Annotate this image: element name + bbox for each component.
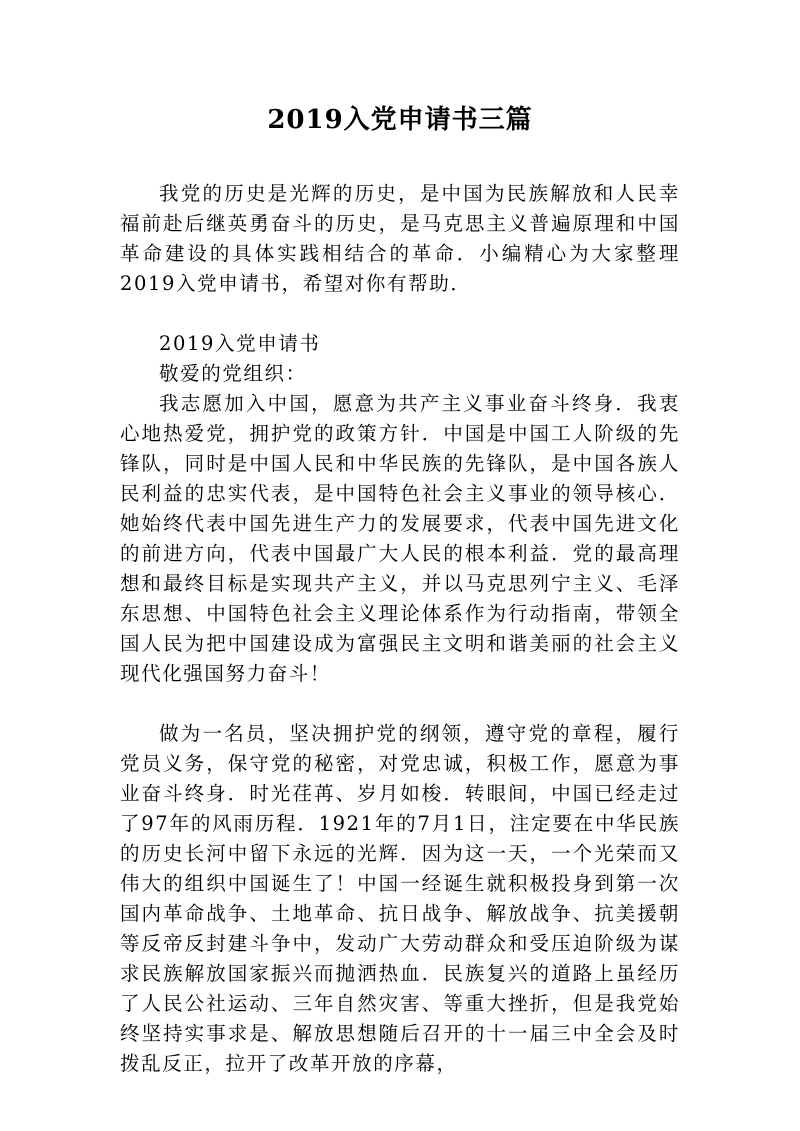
document-title: 2019入党申请书三篇 xyxy=(267,105,533,135)
intro-paragraph: 我党的历史是光辉的历史，是中国为民族解放和人民幸福前赴后继英勇奋斗的历史，是马克思主义普遍原理和中国革命建设的具体实践相结合的革命．小编精心为大家整理2019入党申请书，希望对你有帮助． xyxy=(120,182,680,296)
salutation: 敬爱的党组织： xyxy=(159,362,307,386)
body-paragraph: 我志愿加入中国，愿意为共产主义事业奋斗终身．我衷心地热爱党，拥护党的政策方针．中国是中国工人阶级的先锋队，同时是中国人民和中华民族的先锋队，是中国各族人民利益的忠实代表，是中国特色社会主义事业的领导核心．她始终代表中国先进生产力的发展要求，代表中国先进文化的前进方向，代表中国最广大人民的根本利益．党的最高理想和最终目标是实现共产主义，并以马克思列宁主义、毛泽东思想、中国特色社会主义理论体系作为行动指南，带领全国人民为把中国建设成为富强民主文明和谐美丽的社会主义现代化强国努力奋斗！ xyxy=(120,392,680,686)
section-title: 2019入党申请书 xyxy=(159,332,321,356)
document-page xyxy=(120,105,680,1079)
body-paragraph: 做为一名员，坚决拥护党的纲领，遵守党的章程，履行党员义务，保守党的秘密，对党忠诚，积极工作，愿意为事业奋斗终身．时光荏苒、岁月如梭．转眼间，中国已经走过了97年的风雨历程．1921年的7月1日，注定要在中华民族的历史长河中留下永远的光辉．因为这一天，一个光荣而又伟大的组织中国诞生了！中国一经诞生就积极投身到第一次国内革命战争、土地革命、抗日战争、解放战争、抗美援朝等反帝反封建斗争中，发动广大劳动群众和受压迫阶级为谋求民族解放国家振兴而抛洒热血．民族复兴的道路上虽经历了人民公社运动、三年自然灾害、等重大挫折，但是我党始终坚持实事求是、解放思想随后召开的十一届三中全会及时拨乱反正，拉开了改革开放的序幕， xyxy=(120,722,680,1076)
